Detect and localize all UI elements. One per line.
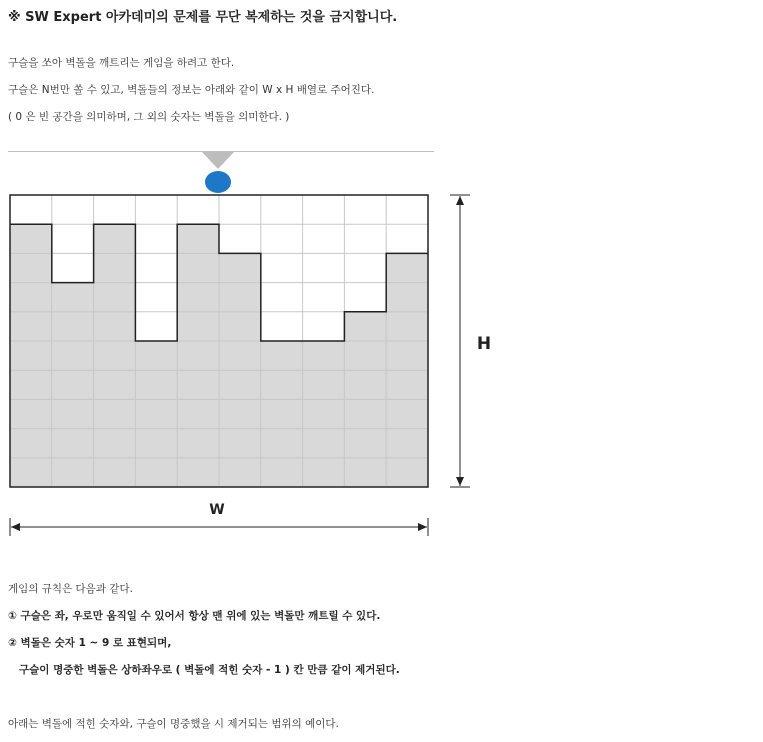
- brick: [386, 283, 428, 312]
- example-intro: 아래는 벽돌에 적힌 숫자와, 구슬이 명중했을 시 제거되는 범위의 예이다.: [8, 718, 339, 730]
- width-arrow-right: [418, 523, 427, 531]
- brick: [303, 370, 345, 399]
- brick: [52, 341, 94, 370]
- height-label: H: [476, 334, 492, 354]
- brick: [10, 253, 52, 282]
- intro-line-1: 구슬을 쏘아 벽돌을 깨트리는 게임을 하려고 한다.: [8, 57, 235, 69]
- rules-intro: 게임의 규칙은 다음과 같다.: [8, 583, 133, 595]
- rule-1: ① 구슬은 좌, 우로만 움직일 수 있어서 항상 맨 위에 있는 벽돌만 깨트릴 수 있다.: [8, 610, 381, 622]
- width-arrow-left: [11, 523, 20, 531]
- brick: [135, 458, 177, 487]
- brick: [10, 283, 52, 312]
- height-arrow-bottom: [456, 477, 464, 486]
- brick: [386, 429, 428, 458]
- brick: [177, 458, 219, 487]
- brick: [219, 341, 261, 370]
- brick: [177, 429, 219, 458]
- rule-2-continued: 구슬이 명중한 벽돌은 상하좌우로 ( 벽돌에 적힌 숫자 - 1 ) 칸 만큼 같이 제거된다.: [19, 664, 400, 676]
- brick: [94, 370, 136, 399]
- brick: [52, 312, 94, 341]
- launcher-triangle: [202, 152, 234, 169]
- brick: [219, 429, 261, 458]
- brick: [135, 429, 177, 458]
- brick: [219, 458, 261, 487]
- brick: [94, 283, 136, 312]
- brick: [52, 429, 94, 458]
- brick: [94, 399, 136, 428]
- brick: [52, 458, 94, 487]
- brick: [344, 312, 386, 341]
- intro-line-2: 구슬은 N번만 쏠 수 있고, 벽돌들의 정보는 아래와 같이 W x H 배열로 주어진다.: [8, 84, 375, 96]
- notice-text: ※ SW Expert 아카데미의 문제를 무단 복제하는 것을 금지합니다.: [8, 10, 398, 25]
- brick: [10, 370, 52, 399]
- brick: [177, 370, 219, 399]
- brick: [261, 458, 303, 487]
- brick: [52, 283, 94, 312]
- brick: [386, 399, 428, 428]
- brick: [94, 458, 136, 487]
- intro-line-3: ( 0 은 빈 공간을 의미하며, 그 외의 숫자는 벽돌을 의미한다. ): [8, 111, 290, 123]
- brick: [10, 458, 52, 487]
- height-arrow-top: [456, 196, 464, 205]
- brick-game-figure: [0, 140, 520, 545]
- brick: [219, 399, 261, 428]
- width-label: W: [209, 502, 225, 518]
- brick: [10, 312, 52, 341]
- brick: [344, 341, 386, 370]
- brick: [219, 283, 261, 312]
- brick: [386, 253, 428, 282]
- brick: [303, 399, 345, 428]
- brick: [261, 399, 303, 428]
- brick: [219, 312, 261, 341]
- brick: [177, 224, 219, 253]
- brick: [219, 253, 261, 282]
- brick: [386, 458, 428, 487]
- brick: [261, 429, 303, 458]
- brick: [344, 399, 386, 428]
- brick: [219, 370, 261, 399]
- brick: [10, 429, 52, 458]
- brick: [344, 458, 386, 487]
- brick: [10, 224, 52, 253]
- brick: [52, 370, 94, 399]
- brick: [261, 341, 303, 370]
- brick: [10, 341, 52, 370]
- brick: [303, 341, 345, 370]
- brick: [177, 399, 219, 428]
- height-dimension: [450, 195, 491, 487]
- brick: [177, 283, 219, 312]
- brick: [10, 399, 52, 428]
- brick: [261, 370, 303, 399]
- brick: [344, 429, 386, 458]
- brick: [94, 429, 136, 458]
- brick: [52, 399, 94, 428]
- brick: [386, 312, 428, 341]
- width-dimension: [10, 502, 428, 536]
- brick: [135, 341, 177, 370]
- brick-columns: [10, 224, 428, 487]
- ball: [205, 171, 231, 193]
- brick: [386, 370, 428, 399]
- brick: [135, 399, 177, 428]
- rule-2: ② 벽돌은 숫자 1 ~ 9 로 표현되며,: [8, 637, 172, 649]
- brick: [94, 312, 136, 341]
- brick: [344, 370, 386, 399]
- brick: [177, 312, 219, 341]
- brick: [177, 341, 219, 370]
- brick: [177, 253, 219, 282]
- brick: [94, 253, 136, 282]
- brick: [303, 429, 345, 458]
- brick: [94, 224, 136, 253]
- brick: [135, 370, 177, 399]
- brick: [94, 341, 136, 370]
- brick: [303, 458, 345, 487]
- brick: [386, 341, 428, 370]
